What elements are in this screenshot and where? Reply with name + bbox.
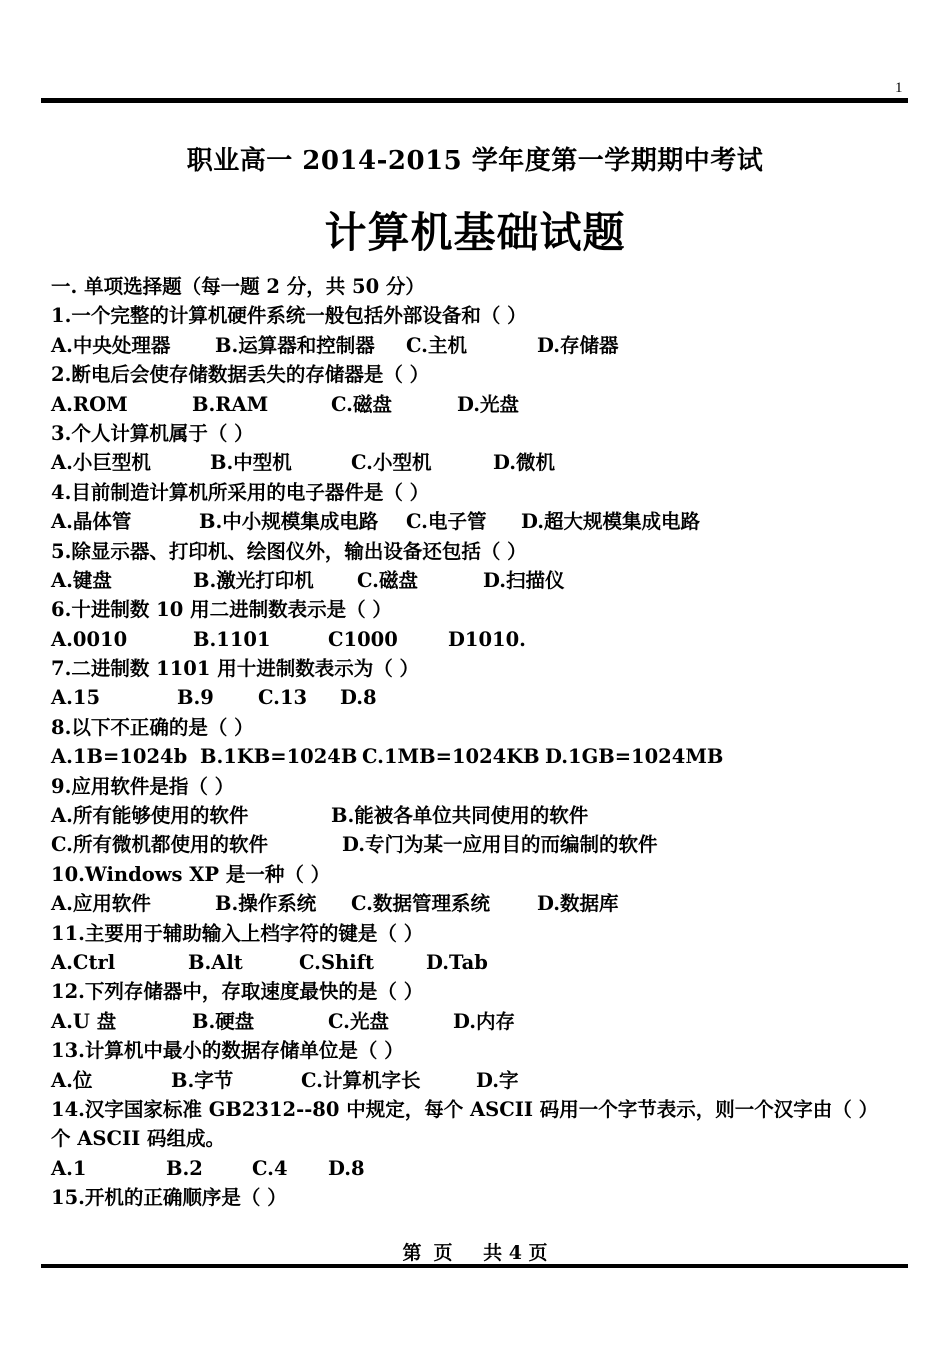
option-row — [51, 830, 911, 859]
option-row — [51, 1007, 911, 1036]
option: B.9 — [177, 686, 214, 710]
question-text: 3.个人计算机属于（ ） — [51, 421, 254, 445]
option: D.超大规模集成电路 — [521, 510, 701, 534]
question-text: 12.下列存储器中，存取速度最快的是（ ） — [51, 980, 424, 1004]
option: A.所有能够使用的软件 — [51, 804, 249, 828]
option: A.中央处理器 — [51, 333, 171, 357]
option: D.数据库 — [537, 892, 619, 916]
option: C.Shift — [299, 950, 375, 974]
option-row — [51, 507, 911, 536]
option-row — [51, 331, 911, 360]
question-text-cont: 个 ASCII 码组成。 — [51, 1127, 226, 1151]
question-text: 2.断电后会使存储数据丢失的存储器是（ ） — [51, 363, 430, 387]
option: C.电子管 — [406, 510, 487, 534]
option-row — [51, 948, 911, 977]
option: D.Tab — [426, 950, 488, 974]
option: D.微机 — [493, 451, 556, 475]
option: C1000 — [328, 627, 398, 651]
option: A.1B=1024b — [51, 745, 188, 769]
option: B.运算器和控制器 — [215, 333, 375, 357]
option: B.1KB=1024B — [200, 745, 358, 769]
option: C.主机 — [406, 333, 467, 357]
page-footer — [0, 1238, 950, 1265]
option-row — [51, 448, 911, 477]
option: A.15 — [51, 686, 101, 710]
option-row — [51, 1066, 911, 1095]
option: B.2 — [166, 1156, 203, 1180]
option-row — [51, 390, 911, 419]
question-text: 10.Windows XP 是一种（ ） — [51, 862, 331, 886]
option: B.中小规模集成电路 — [199, 510, 379, 534]
option: D.扫描仪 — [483, 568, 565, 592]
question-text: 7.二进制数 1101 用十进制数表示为（ ） — [51, 657, 419, 681]
option: C.1MB=1024KB — [362, 745, 540, 769]
question-body — [51, 272, 911, 1213]
question-text: 14.汉字国家标准 GB2312--80 中规定，每个 ASCII 码用一个字节表示，则一个汉字由（ ） — [51, 1097, 879, 1121]
option: C.13 — [258, 686, 308, 710]
option: C.数据管理系统 — [351, 892, 490, 916]
option: C.光盘 — [328, 1009, 389, 1033]
option: B.激光打印机 — [193, 568, 314, 592]
header-rule — [41, 98, 908, 103]
option: C.小型机 — [351, 451, 432, 475]
option: C.4 — [252, 1156, 288, 1180]
option: C.磁盘 — [357, 568, 418, 592]
option-row — [51, 566, 911, 595]
option: B.中型机 — [210, 451, 292, 475]
option: C.计算机字长 — [301, 1068, 421, 1092]
option: A.U 盘 — [51, 1009, 117, 1033]
option: A.1 — [51, 1156, 87, 1180]
option: A.Ctrl — [51, 950, 116, 974]
option: A.应用软件 — [51, 892, 151, 916]
footer-page-mid: 页 — [433, 1242, 453, 1264]
option: B.操作系统 — [215, 892, 317, 916]
option: B.1101 — [193, 627, 271, 651]
option: B.字节 — [171, 1068, 234, 1092]
question-text: 15.开机的正确顺序是（ ） — [51, 1186, 287, 1210]
option: C.磁盘 — [331, 392, 392, 416]
page-number: 1 — [895, 80, 903, 96]
option: D.内存 — [453, 1009, 516, 1033]
question-text: 4.目前制造计算机所采用的电子器件是（ ） — [51, 480, 430, 504]
option: D.8 — [340, 686, 377, 710]
question-text: 5.除显示器、打印机、绘图仪外，输出设备还包括（ ） — [51, 539, 527, 563]
question-text: 13.计算机中最小的数据存储单位是（ ） — [51, 1039, 404, 1063]
option: C.所有微机都使用的软件 — [51, 833, 268, 857]
question-text: 9.应用软件是指（ ） — [51, 774, 235, 798]
option: D.1GB=1024MB — [545, 745, 724, 769]
option: B.能被各单位共同使用的软件 — [331, 804, 589, 828]
option-row — [51, 742, 911, 771]
question-text: 6.十进制数 10 用二进制数表示是（ ） — [51, 598, 392, 622]
option: A.晶体管 — [51, 510, 132, 534]
option-row — [51, 625, 911, 654]
option: D1010. — [448, 627, 526, 651]
option: A.键盘 — [51, 568, 112, 592]
option-row — [51, 1154, 911, 1183]
option: B.硬盘 — [192, 1009, 255, 1033]
footer-page-label: 第 — [402, 1242, 422, 1264]
option: D.专门为某一应用目的而编制的软件 — [342, 833, 658, 857]
option-row — [51, 889, 911, 918]
option: B.RAM — [192, 392, 269, 416]
footer-total: 共 4 页 — [483, 1242, 548, 1264]
option: D.存储器 — [537, 333, 619, 357]
option: A.ROM — [51, 392, 128, 416]
exam-subtitle: 职业高一 2014-2015 学年度第一学期期中考试 — [186, 146, 764, 176]
option: A.0010 — [51, 627, 128, 651]
option: B.Alt — [188, 950, 243, 974]
question-text: 11.主要用于辅助输入上档字符的键是（ ） — [51, 921, 424, 945]
option: A.位 — [51, 1068, 93, 1092]
option-row — [51, 801, 911, 830]
option: A.小巨型机 — [51, 451, 151, 475]
option: D.光盘 — [457, 392, 520, 416]
footer-rule — [41, 1264, 908, 1268]
option: D.8 — [328, 1156, 365, 1180]
exam-title: 计算机基础试题 — [324, 208, 626, 257]
question-text: 1.一个完整的计算机硬件系统一般包括外部设备和（ ） — [51, 304, 527, 328]
option-row — [51, 683, 911, 712]
option: D.字 — [476, 1068, 519, 1092]
question-text: 8.以下不正确的是（ ） — [51, 715, 254, 739]
section-heading: 一. 单项选择题（每一题 2 分，共 50 分） — [51, 275, 425, 298]
